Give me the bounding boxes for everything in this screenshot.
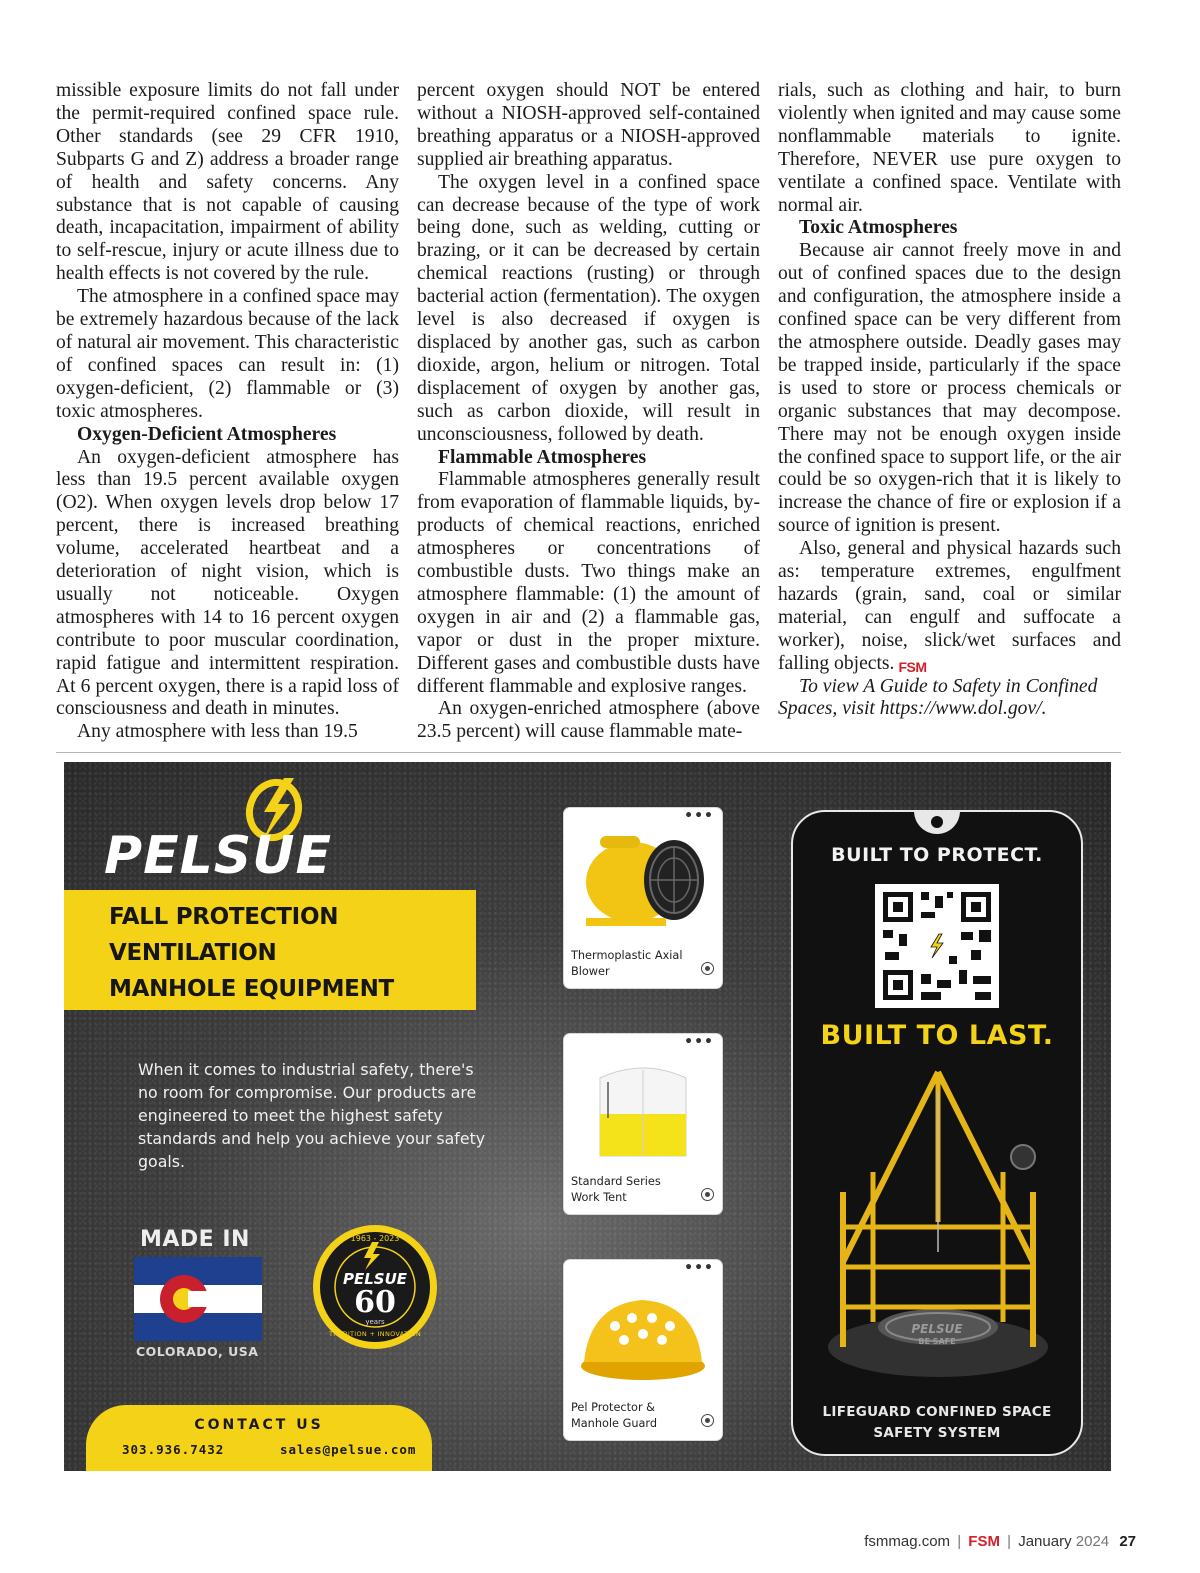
seal-motto: TRADITION + INNOVATION [328, 1330, 422, 1338]
end-mark: FSM [898, 658, 927, 675]
product-label: Pel Protector & Manhole Guard [571, 1401, 658, 1430]
caption-line: LIFEGUARD CONFINED SPACE [822, 1404, 1052, 1420]
headline-built-to-protect: BUILT TO PROTECT. [831, 844, 1043, 866]
more-options-icon[interactable]: ••• [684, 1260, 714, 1276]
manhole-guard-image [570, 1274, 716, 1392]
paragraph: An oxygen-deficient atmosphere has less than 19.5 percent available oxygen (O2). When oxygen levels drop below 17 percent, there is increased breathing volume, accelerated heartbeat and a deterioration of night vision, which is usually not noticeable. Oxygen atmospheres with 14 to 16 percent oxygen contribute to poor muscular coordination, rapid fatigue and intermittent respiration. At 6 percent oxygen, there is a rapid loss of consciousness and death in minutes. [56, 446, 399, 720]
arrow-circle-icon[interactable] [701, 1188, 714, 1201]
paragraph: percent oxygen should NOT be entered without a NIOSH-approved self-contained breathing apparatus or a NIOSH-approved supplied air breathing apparatus. [417, 80, 760, 170]
pelsue-advertisement [64, 762, 1111, 1471]
brand-wordmark: PELSUE [104, 826, 332, 886]
contact-phone[interactable]: 303.936.7432 [122, 1442, 225, 1457]
ad-pitch-text: When it comes to industrial safety, there's no room for compromise. Our products are engineered to meet the highest safety standards and help you achieve your safety goals. [138, 1060, 486, 1171]
footer-magazine: FSM [968, 1533, 1000, 1550]
footer-separator: | [957, 1533, 962, 1550]
contact-banner [86, 1405, 432, 1471]
qr-code-icon[interactable] [875, 884, 999, 1008]
contact-title: CONTACT US [194, 1417, 324, 1433]
manhole-emblem-text: PELSUE [911, 1322, 963, 1336]
category-manhole-equipment: MANHOLE EQUIPMENT [109, 976, 394, 1002]
article-body [56, 80, 1121, 744]
paragraph: The atmosphere in a confined space may be extremely hazardous because of the lack of natural air movement. This characteristic of confined spaces can result in: (1) oxygen-deficient, (2) flammable or (3) toxic atmospheres. [56, 286, 399, 422]
made-in-label: MADE IN [140, 1227, 250, 1252]
seal-brand: PELSUE [342, 1270, 408, 1288]
subheading-flammable: Flammable Atmospheres [438, 446, 647, 468]
category-fall-protection: FALL PROTECTION [109, 904, 339, 930]
paragraph: missible exposure limits do not fall under the permit-required confined space rule. Other standards (see 29 CFR 1910, Subparts G and Z) address a broader range of health and safety concerns. Any substance that is not capable of causing death, incapacitation, impairment of ability to self-rescue, injury or acute illness due to health effects is not covered by the rule. [56, 80, 399, 285]
product-label: Thermoplastic Axial Blower [571, 949, 683, 978]
article-column-2 [417, 80, 760, 744]
paragraph: Flammable atmospheres generally result from evaporation of flammable liquids, by-products of chemical reactions, enriched atmospheres or concentrations of combustible dusts. Two things make an atmosphere flammable: (1) the amount of oxygen in air and (2) a flammable gas, vapor or dust in the proper mixture. Different gases and combustible dusts have different flammable and explosive ranges. [417, 469, 760, 697]
page-footer [864, 1533, 1136, 1550]
anniversary-seal [310, 1222, 440, 1352]
paragraph: rials, such as clothing and hair, to burn violently when ignited and may cause some nonflammable materials to ignite. Therefore, NEVER use pure oxygen to ventilate a confined space. Ventilate with normal air. [778, 80, 1121, 216]
axial-blower-image [570, 822, 716, 940]
subheading-oxygen-deficient: Oxygen-Deficient Atmospheres [77, 423, 337, 445]
pelsue-logo [104, 770, 414, 885]
seal-number: 60 [354, 1285, 396, 1320]
more-options-icon[interactable]: ••• [684, 1034, 714, 1050]
contact-email[interactable]: sales@pelsue.com [280, 1442, 417, 1457]
caption-line: SAFETY SYSTEM [873, 1425, 1001, 1441]
footer-year: 2024 [1075, 1533, 1110, 1550]
product-card-tent[interactable] [564, 1034, 722, 1214]
paragraph-text: Also, general and physical hazards such as: temperature extremes, engulfment hazards (grain, sand, coal or similar material, can engulf and suffocate a worker), noise, slick/wet surfaces and falling objects. [778, 538, 1121, 674]
colorado-flag-icon [134, 1257, 262, 1341]
seal-unit: years [365, 1318, 385, 1326]
footer-separator: | [1007, 1533, 1012, 1550]
footer-month: January [1018, 1533, 1072, 1550]
headline-built-to-last: BUILT TO LAST. [820, 1020, 1054, 1051]
seal-years: 1963 - 2023 [350, 1234, 400, 1243]
work-tent-image [570, 1048, 716, 1166]
paragraph: Because air cannot freely move in and out of confined spaces due to the design and configuration, the atmosphere inside a confined space can be very different from the atmosphere outside. Deadly gases may be trapped inside, particularly if the space is used to store or process chemicals or organic substances that may decompose. There may not be enough oxygen inside the confined space to support life, or the air could be so oxygen-rich that it is likely to increase the chance of fire or explosion if a source of ignition is present. [778, 240, 1121, 537]
phone-notch [914, 810, 960, 834]
more-options-icon[interactable]: ••• [684, 808, 714, 824]
arrow-circle-icon[interactable] [701, 962, 714, 975]
product-card-manhole-guard[interactable] [564, 1260, 722, 1440]
page-number: 27 [1119, 1533, 1136, 1550]
article-column-3 [778, 80, 1121, 744]
subheading-toxic: Toxic Atmospheres [799, 217, 958, 239]
footer-site[interactable]: fsmmag.com [864, 1533, 951, 1550]
paragraph: The oxygen level in a confined space can decrease because of the type of work being done, such as welding, cutting or brazing, or it can be decreased by certain chemical reactions (rusting) or through bacterial action (fermentation). The oxygen level is also decreased if oxygen is displaced by another gas, such as carbon dioxide, argon, helium or nitrogen. Total displacement of oxygen by another gas, such as carbon dioxide, will result in unconsciousness, followed by death. [417, 171, 760, 445]
reference-link-text[interactable]: To view A Guide to Safety in Confined Spaces, visit https://www.dol.gov/. [778, 675, 1098, 720]
article-column-1 [56, 80, 399, 744]
paragraph-with-end-mark [778, 538, 1121, 675]
product-card-blower[interactable] [564, 808, 722, 988]
category-ventilation: VENTILATION [109, 940, 277, 966]
phone-mockup [791, 810, 1083, 1456]
divider [56, 752, 1121, 753]
product-label: Standard Series Work Tent [571, 1175, 661, 1204]
lifeguard-caption [793, 1402, 1081, 1444]
made-in-place: COLORADO, USA [136, 1344, 259, 1359]
paragraph: An oxygen-enriched atmosphere (above 23.5 percent) will cause flammable mate- [417, 698, 760, 743]
manhole-emblem-subtext: BE SAFE [918, 1337, 956, 1346]
arrow-circle-icon[interactable] [701, 1414, 714, 1427]
category-banner [64, 890, 476, 1010]
paragraph: Any atmosphere with less than 19.5 [77, 721, 358, 743]
